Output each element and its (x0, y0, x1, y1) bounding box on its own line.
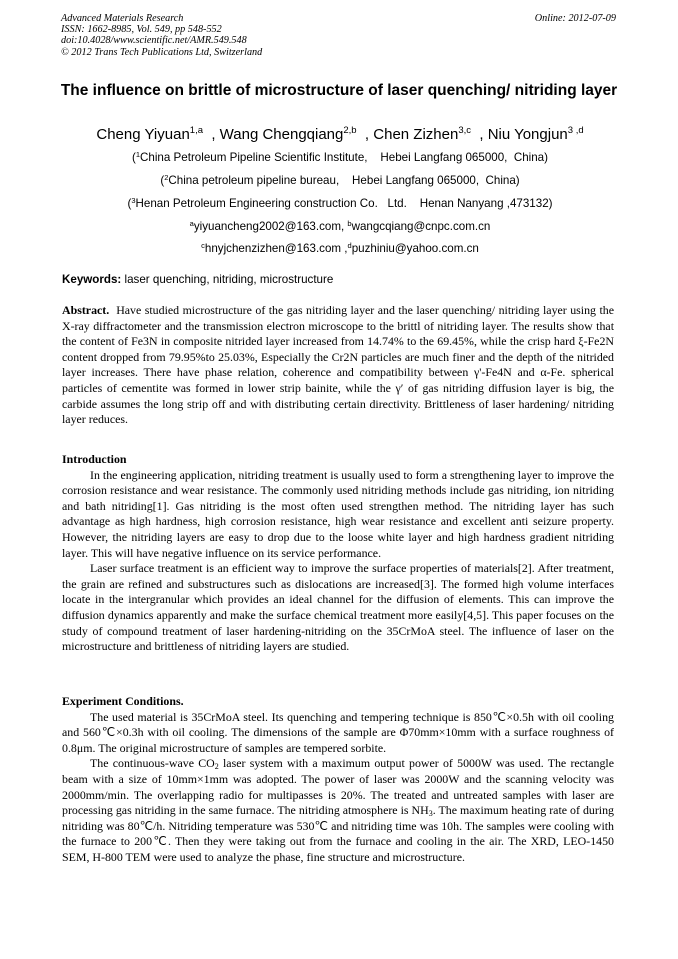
journal-header (61, 13, 262, 58)
affiliation-2: ($^2$China petroleum pipeline bureau, Hebei Langfang 065000, China) (160, 173, 520, 187)
email-address: yiyuancheng2002@163.com, (193, 220, 348, 233)
author-sup: 2,b (343, 125, 357, 136)
email-sup: d (347, 241, 352, 250)
affiliation-1: ($^1$China Petroleum Pipeline Scientific Institute, Hebei Langfang 065000, China) (131, 150, 549, 164)
author-name: Chen Zizhen (373, 126, 459, 143)
issn-line: ISSN: 1662-8985, Vol. 549, pp 548-552 (61, 24, 222, 36)
email-address: hnyjchenzizhen@163.com , (204, 242, 348, 255)
copyright-line: © 2012 Trans Tech Publications Ltd, Switzerland (61, 46, 263, 58)
experiment-paragraph-1: The used material is 35CrMoA steel. Its quenching and tempering technique is 850℃×0.5h with oil cooling and 560℃×0.3h with oil cooling. The dimensions of the sample are Φ70mm×10mm with a surface roughness of 0.8μm. The original microstructure of samples are tempered sorbite. (62, 709, 614, 755)
abstract-section (62, 303, 614, 428)
abstract-paragraph (62, 303, 614, 428)
affiliation-text: China petroleum pipeline bureau, Hebei Langfang 065000, China (168, 174, 516, 187)
subscript: 2 (214, 762, 219, 772)
author-name: Wang Chengqiang (219, 126, 344, 143)
affiliation-sup: 2 (164, 173, 169, 182)
affiliation-sup: 3 (131, 196, 136, 205)
email-sup: b (347, 219, 352, 228)
doi-line: doi:10.4028/www.scientific.net/AMR.549.548 (61, 35, 247, 47)
experiment-text: laser system with a maximum output power of 5000W was used. The rectangle beam with a size of 10mm×1mm was adopted. The power of laser was 2000W and the scanning velocity was 2000mm/min. The overlapping radio for multipasses is 20%. The treated and untreated samples with laser are processing gas nitriding in the same furnace. The nitriding atmosphere is NH (62, 756, 615, 818)
keywords (62, 273, 333, 287)
abstract-text: Have studied microstructure of the gas nitriding layer and the laser quenching/ nitriding layer using the X-ray diffractometer and the transmission electron microscope to the brittl of nitriding layer. The results show that the content of Fe3N in composite nitrided layer increased from 14.74% to the 69.45%, while the crisp hard ξ-Fe2N content dropped from 79.95%to 25.03%, Especially the Cr2N particles are much finer and the depth of the nitrided layer increases. There have phase relation, coherence and compatibility between γ'-Fe4N and α-Fe. spherical particles of cementite was formed in lower strip bainite, while the γ′ of gas nitriding diffusion layer is big, the carbide assumes the long strip off and with distributing certain directivity. Brittleness of laser hardening/ nitriding layer reduces. (62, 303, 614, 427)
email-line-2 (40, 242, 640, 256)
online-date: Online: 2012-07-09 (534, 13, 616, 24)
journal-name: Advanced Materials Research (61, 13, 184, 24)
author-sup: 1,a (189, 125, 203, 136)
email-line-1 (40, 220, 640, 234)
email-sup: c (201, 241, 205, 250)
affiliation-3: ($^3$Henan Petroleum Engineering construction Co. Ltd. Henan Nanyang ,473132) (127, 196, 553, 210)
author-list: Cheng Yiyuan$^{1,a}$ , Wang Chengqiang$^{2,b}$ , Chen Zizhen$^{3,c}$ , Niu Yongjun$^{3 ,d}$ (96, 125, 584, 143)
introduction-paragraph-2: Laser surface treatment is an efficient way to improve the surface properties of materials[2]. After treatment, the grain are refined and substructures such as dislocations are increased[3]. The formed high volume interfaces locate in the intergranular which provides an ideal channel for the diffusion of elements. This can improve the diffusion dynamics apparently and make the surface chemical treatment more easily[4,5]. This paper focuses on the study of compound treatment of laser hardening-nitriding on the 35CrMoA steel. The influence of laser on the microstructure and brittleness of nitriding layers are studied. (62, 561, 614, 654)
experiment-text: . The maximum heating rate of during nitriding was 80℃/h. Nitriding temperature was 530℃ and nitriding time was 10h. The samples were cooling with the furnace to 200℃. Then they were taking out from the furnace and cooling in the air. The XRD, LEO-1450 SEM, H-800 TEM were used to analyze the phase, fine structure and microstructure. (62, 803, 614, 864)
author-sup: 3 ,d (567, 125, 584, 136)
author-sup: 3,c (458, 125, 472, 136)
affiliation-text: China Petroleum Pipeline Scientific Institute, Hebei Langfang 065000, China (140, 151, 545, 164)
email-sup: a (189, 219, 194, 228)
author-name: Niu Yongjun (487, 126, 568, 143)
affiliation-text: Henan Petroleum Engineering construction Co. Ltd. Henan Nanyang ,473132 (135, 197, 549, 210)
keywords-text: laser quenching, nitriding, microstructure (124, 273, 334, 286)
email-address: puzhiniu@yahoo.com.cn (351, 242, 479, 255)
subscript: 3 (428, 809, 433, 819)
keywords-label: Keywords: (62, 273, 122, 286)
experiment-heading: Experiment Conditions. (62, 694, 184, 708)
abstract-label: Abstract. (62, 303, 110, 317)
introduction-paragraph-1: In the engineering application, nitriding treatment is usually used to form a strengthening layer to improve the corrosion resistance and wear resistance. The commonly used nitriding methods include gas nitriding, ion nitriding and bath nitriding[1]. Gas nitriding is the most often used strengthen method. The nitriding layer has such advantage as high hardness, high corrosion resistance, high wear resistance and excellent anti seizure property. However, the nitriding layers are easy to drop due to the loose white layer and high hardness gradient nitriding layer. This will have negative influence on its service performance. (62, 467, 614, 560)
email-address: wangcqiang@cnpc.com.cn (351, 220, 491, 233)
paper-title: The influence on brittle of microstructure of laser quenching/ nitriding layer (60, 82, 618, 99)
experiment-text: The continuous-wave CO (90, 756, 215, 771)
experiment-paragraph-2 (62, 756, 614, 865)
author-name: Cheng Yiyuan (96, 126, 190, 143)
introduction-heading: Introduction (62, 452, 127, 466)
introduction-section (62, 452, 614, 655)
affiliation-sup: 1 (135, 150, 141, 159)
experiment-section (62, 694, 614, 866)
